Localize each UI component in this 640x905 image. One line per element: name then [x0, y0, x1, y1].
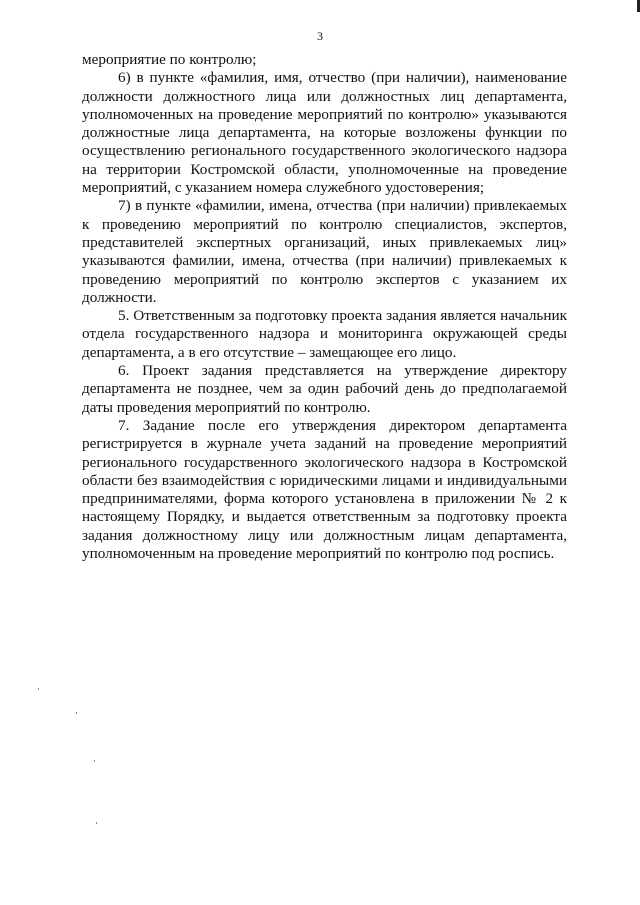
paragraph-section-7: 7. Задание после его утверждения директором департамента регистрируется в журнале учета заданий на проведение мероприятий регионального государственного экологического надзора в Костромской области без взаимодействия с юридическими лицами и индивидуальными предпринимателями, форма которого установлена в приложении № 2 к настоящему Порядку, и выдается ответственным за подготовку проекта задания должностному лицу или должностным лицам департамента, уполномоченным на проведение мероприятий по контролю под роспись. — [82, 416, 567, 563]
scan-speck — [76, 712, 77, 714]
scan-speck — [96, 822, 97, 824]
scan-speck — [38, 688, 39, 690]
paragraph-section-5: 5. Ответственным за подготовку проекта задания является начальник отдела государственного надзора и мониторинга окружающей среды департамента, а в его отсутствие – замещающее его лицо. — [82, 307, 567, 361]
paragraph-continuation: мероприятие по контролю; — [82, 51, 257, 68]
scan-speck — [94, 760, 95, 762]
paragraph-item-7: 7) в пункте «фамилии, имена, отчества (при наличии) привлекаемых к проведению мероприятий по контролю специалистов, экспертов, представителей экспертных организаций, иных привлекаемых лиц» указываются фамилии, имена, отчества (при наличии) привлекаемых к проведению мероприятий по контролю экспертов с указанием их должности. — [82, 197, 567, 306]
paragraph-item-6: 6) в пункте «фамилия, имя, отчество (при наличии), наименование должности должностного лица или должностных лиц департамента, уполномоченных на проведение мероприятий по контролю» указываются должностные лица департамента, на которые возложены функции по осуществлению регионального государственного экологического надзора на территории Костромской области, уполномоченные на проведение мероприятий, с указанием номера служебного удостоверения; — [82, 69, 567, 197]
paragraph-section-6: 6. Проект задания представляется на утверждение директору департамента не позднее, чем за один рабочий день до предполагаемой даты проведения мероприятий по контролю. — [82, 362, 567, 416]
document-body — [82, 51, 567, 563]
page-number: 3 — [317, 29, 323, 43]
